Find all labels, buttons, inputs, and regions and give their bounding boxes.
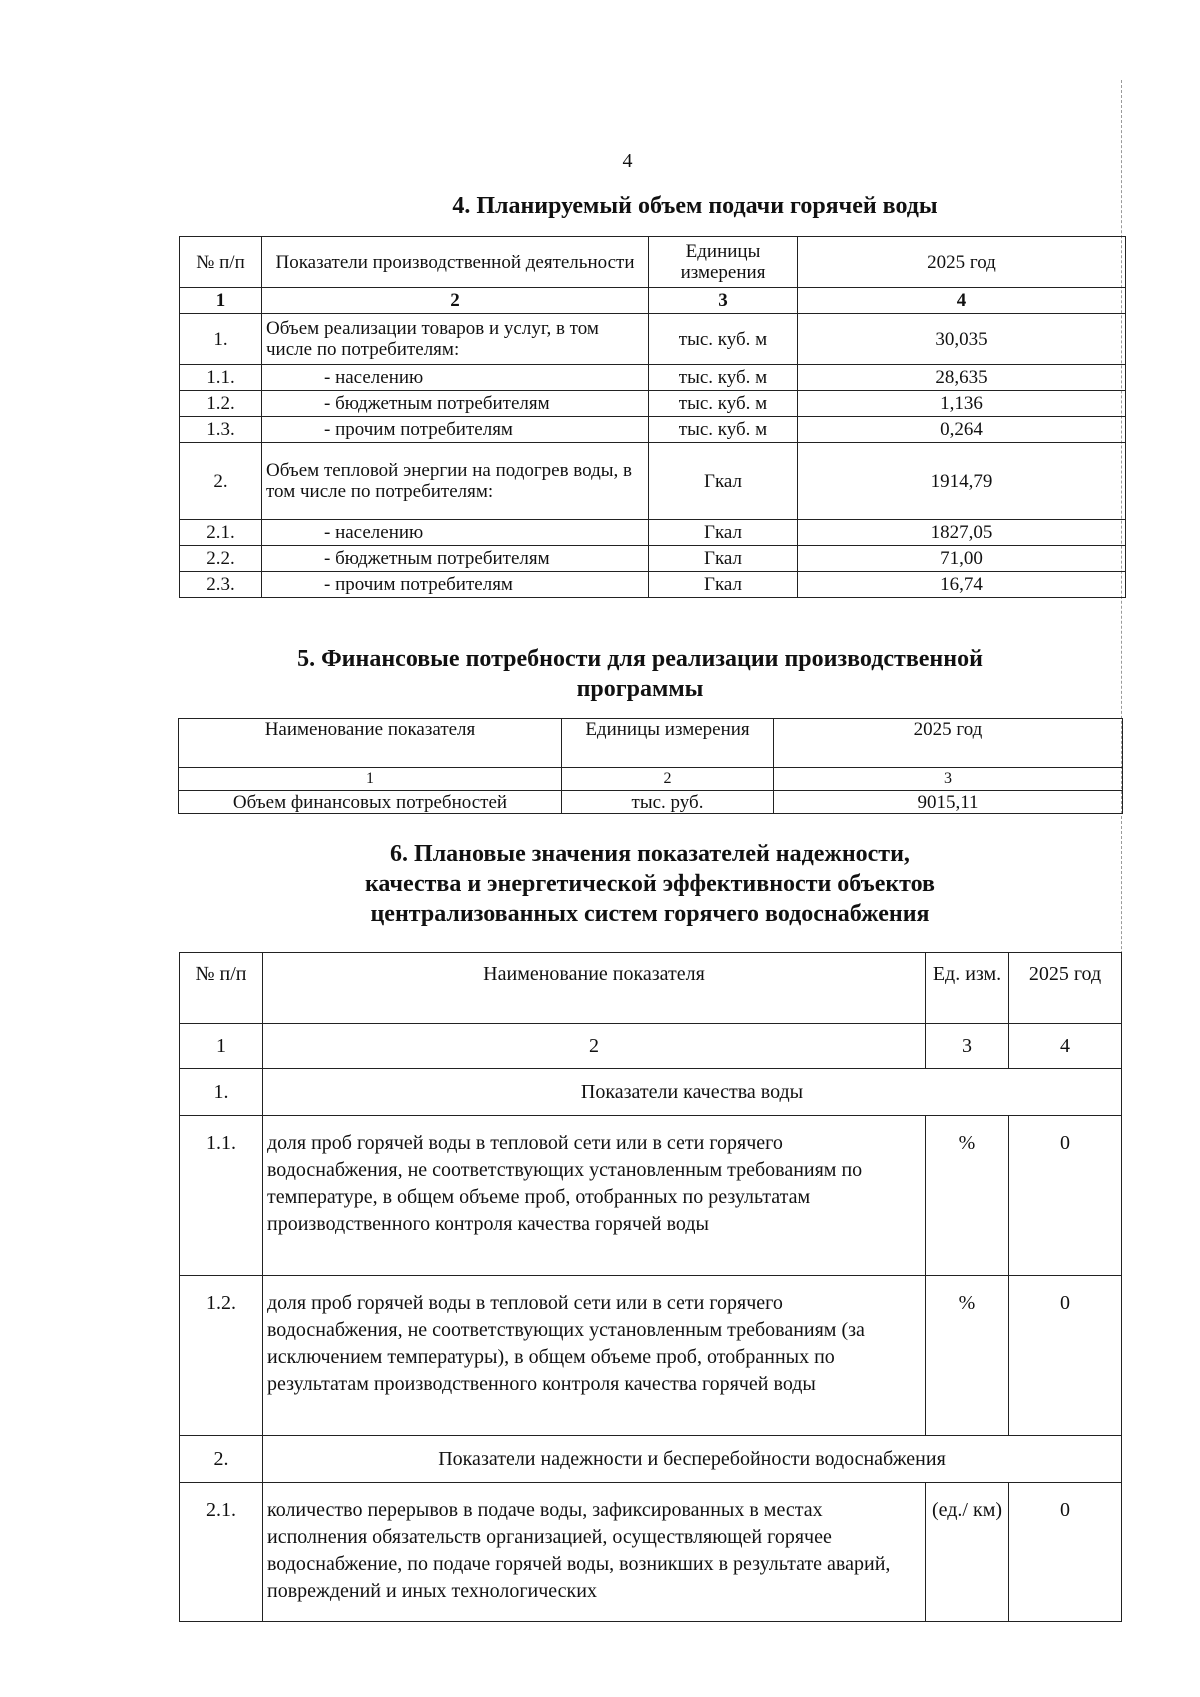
row-unit: тыс. куб. м (649, 365, 798, 391)
col-number: 3 (926, 1024, 1009, 1069)
row-num: 2.3. (180, 572, 262, 598)
header-num: № п/п (180, 237, 262, 288)
section6-title-line3: централизованных систем горячего водоснабжения (370, 901, 930, 927)
row-value: 0 (1009, 1116, 1122, 1276)
header-year: 2025 год (798, 237, 1126, 288)
row-name: Объем реализации товаров и услуг, в том числе по потребителям: (262, 314, 649, 365)
reliability-indicators-table (179, 952, 1122, 1622)
group-num: 2. (180, 1436, 263, 1483)
group-name: Показатели качества воды (263, 1069, 1122, 1116)
section5-title-line1: 5. Финансовые потребности для реализации производственной (297, 646, 983, 672)
row-name: доля проб горячей воды в тепловой сети или в сети горячего водоснабжения, не соответствующих установленным требованиям по температуре, в общем объеме проб, отобранных по результатам производственного контроля качества горячей воды (263, 1116, 926, 1276)
row-value: 9015,11 (774, 791, 1123, 814)
row-num: 1.2. (180, 1276, 263, 1436)
row-unit: % (926, 1116, 1009, 1276)
col-number: 1 (180, 1024, 263, 1069)
section4-title: 4. Планируемый объем подачи горячей воды (452, 193, 938, 219)
row-num: 1.1. (180, 1116, 263, 1276)
column-number-row (179, 768, 1123, 791)
table-row (180, 365, 1126, 391)
col-number: 2 (562, 768, 774, 791)
row-num: 1. (180, 314, 262, 365)
row-num: 2.2. (180, 546, 262, 572)
row-num: 2.1. (180, 520, 262, 546)
row-num: 1.2. (180, 391, 262, 417)
header-name: Наименование показателя (263, 953, 926, 1024)
header-name: Наименование показателя (179, 719, 562, 768)
hot-water-supply-table (179, 236, 1126, 598)
col-number: 3 (649, 288, 798, 314)
table-row (180, 314, 1126, 365)
header-year: 2025 год (774, 719, 1123, 768)
header-unit: Единицы измерения (562, 719, 774, 768)
table-row (180, 1276, 1122, 1436)
table-row (180, 391, 1126, 417)
table-row (180, 520, 1126, 546)
table-header-row (180, 237, 1126, 288)
section5-title-line2: программы (576, 676, 704, 702)
row-name: - прочим потребителям (262, 417, 649, 443)
row-name: Объем тепловой энергии на подогрев воды, в том числе по потребителям: (262, 443, 649, 520)
row-name: Объем финансовых потребностей (179, 791, 562, 814)
row-name: - населению (262, 365, 649, 391)
header-indicator: Показатели производственной деятельности (262, 237, 649, 288)
row-unit: Гкал (649, 520, 798, 546)
row-unit: % (926, 1276, 1009, 1436)
header-num: № п/п (180, 953, 263, 1024)
group-row (180, 1436, 1122, 1483)
section6-title-line2: качества и энергетической эффективности объектов (364, 871, 936, 897)
row-unit: тыс. куб. м (649, 314, 798, 365)
row-unit: Гкал (649, 572, 798, 598)
group-row (180, 1069, 1122, 1116)
header-year: 2025 год (1009, 953, 1122, 1024)
row-name: - бюджетным потребителям (262, 391, 649, 417)
row-value: 1,136 (798, 391, 1126, 417)
row-unit: тыс. куб. м (649, 391, 798, 417)
col-number: 1 (180, 288, 262, 314)
financial-needs-table (178, 718, 1123, 814)
table-row (180, 1483, 1122, 1622)
row-value: 30,035 (798, 314, 1126, 365)
table-header-row (179, 719, 1123, 768)
row-value: 71,00 (798, 546, 1126, 572)
col-number: 4 (1009, 1024, 1122, 1069)
row-num: 1.1. (180, 365, 262, 391)
page-number: 4 (622, 150, 633, 172)
col-number: 2 (263, 1024, 926, 1069)
row-unit: Гкал (649, 443, 798, 520)
row-name: - бюджетным потребителям (262, 546, 649, 572)
col-number: 4 (798, 288, 1126, 314)
row-unit: тыс. руб. (562, 791, 774, 814)
row-value: 0,264 (798, 417, 1126, 443)
table-row (180, 417, 1126, 443)
row-value: 0 (1009, 1276, 1122, 1436)
table-row (180, 443, 1126, 520)
row-num: 1.3. (180, 417, 262, 443)
section6-title-line1: 6. Плановые значения показателей надежности, (390, 841, 910, 867)
table-header-row (180, 953, 1122, 1024)
row-unit: (ед./ км) (926, 1483, 1009, 1622)
table-row (180, 1116, 1122, 1276)
header-unit: Единицы измерения (649, 237, 798, 288)
row-num: 2.1. (180, 1483, 263, 1622)
row-unit: тыс. куб. м (649, 417, 798, 443)
row-value: 1914,79 (798, 443, 1126, 520)
col-number: 3 (774, 768, 1123, 791)
header-unit: Ед. изм. (926, 953, 1009, 1024)
row-value: 1827,05 (798, 520, 1126, 546)
row-name: - прочим потребителям (262, 572, 649, 598)
row-num: 2. (180, 443, 262, 520)
col-number: 1 (179, 768, 562, 791)
col-number: 2 (262, 288, 649, 314)
row-name: количество перерывов в подаче воды, зафиксированных в местах исполнения обязательств организацией, осуществляющей горячее водоснабжение, по подаче горячей воды, возникших в результате аварий, повреждений и иных технологических (263, 1483, 926, 1622)
row-name: доля проб горячей воды в тепловой сети или в сети горячего водоснабжения, не соответствующих установленным требованиям (за исключением температуры), в общем объеме проб, отобранных по результатам производственного контроля качества горячей воды (263, 1276, 926, 1436)
row-value: 28,635 (798, 365, 1126, 391)
table-row (180, 546, 1126, 572)
group-num: 1. (180, 1069, 263, 1116)
column-number-row (180, 1024, 1122, 1069)
row-value: 0 (1009, 1483, 1122, 1622)
table-row (180, 572, 1126, 598)
table-row (179, 791, 1123, 814)
row-unit: Гкал (649, 546, 798, 572)
row-value: 16,74 (798, 572, 1126, 598)
row-name: - населению (262, 520, 649, 546)
group-name: Показатели надежности и бесперебойности водоснабжения (263, 1436, 1122, 1483)
column-number-row (180, 288, 1126, 314)
